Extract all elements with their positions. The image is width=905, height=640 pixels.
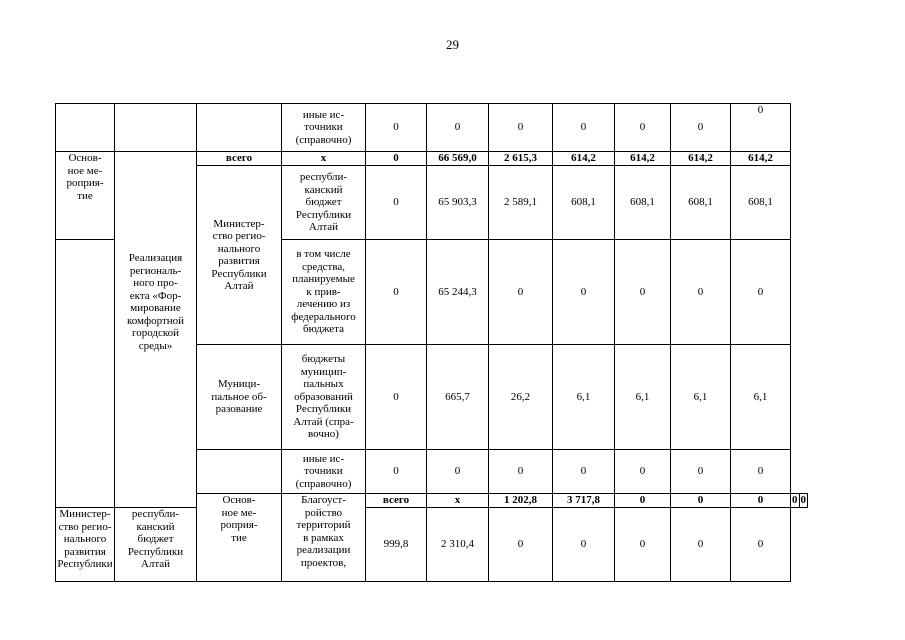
value-cell: 0 xyxy=(553,508,615,582)
value-cell: 0 xyxy=(427,450,489,494)
value-cell: 0 xyxy=(553,450,615,494)
value-cell: 0 xyxy=(615,104,671,152)
measure-cell xyxy=(56,104,115,152)
value-cell: 6,1 xyxy=(731,345,791,450)
total-value-cell: 614,2 xyxy=(553,152,615,166)
executor-cell xyxy=(197,104,282,152)
value-cell: 0 xyxy=(553,240,615,345)
value-cell: 0 xyxy=(489,104,553,152)
value-cell: 608,1 xyxy=(615,166,671,240)
project-name-cell: Благоуст- ройство территорий в рамках реализации проектов, xyxy=(282,494,366,582)
total-value-cell: 0 xyxy=(731,494,791,508)
funding-source-cell: иные ис- точники (справочно) xyxy=(282,104,366,152)
executor-cell xyxy=(197,450,282,494)
value-cell: 0 xyxy=(671,104,731,152)
value-cell: 0 xyxy=(671,450,731,494)
total-label-cell: всего xyxy=(197,152,282,166)
total-value-cell: 0 xyxy=(671,494,731,508)
funding-source-cell: в том числе средства, планируемые к прив- лечению из федерального бюджета xyxy=(282,240,366,345)
measure-cell: Основ- ное ме- роприя- тие xyxy=(56,152,115,240)
value-cell: 608,1 xyxy=(553,166,615,240)
value-cell: 0 xyxy=(489,450,553,494)
project-name-cell xyxy=(115,104,197,152)
total-value-cell: 614,2 xyxy=(731,152,791,166)
value-cell: 0 xyxy=(731,450,791,494)
value-cell: 0 xyxy=(366,166,427,240)
value-cell: 0 xyxy=(731,104,791,152)
funding-source-cell: бюджеты муницип- пальных образований Республики Алтай (спра- вочно) xyxy=(282,345,366,450)
executor-cell: Министер- ство регио- нального развития Республики xyxy=(56,508,115,582)
value-cell: 0 xyxy=(731,240,791,345)
value-cell: 0 xyxy=(489,508,553,582)
total-value-cell: 1 202,8 xyxy=(489,494,553,508)
value-cell: 0 xyxy=(671,240,731,345)
value-cell: 6,1 xyxy=(671,345,731,450)
value-cell: 0 xyxy=(553,104,615,152)
total-label-cell: всего xyxy=(366,494,427,508)
total-value-cell: 614,2 xyxy=(671,152,731,166)
total-value-cell: 0 xyxy=(792,494,798,507)
table-row xyxy=(56,104,808,152)
total-value-cell: 2 615,3 xyxy=(489,152,553,166)
value-cell: 0 xyxy=(671,508,731,582)
unit-cell: х xyxy=(427,494,489,508)
total-value-cell: 614,2 xyxy=(615,152,671,166)
funding-source-cell: иные ис- точники (справочно) xyxy=(282,450,366,494)
value-cell: 6,1 xyxy=(553,345,615,450)
total-value-cell: 0 xyxy=(615,494,671,508)
table-row xyxy=(56,152,808,166)
measure-cell xyxy=(56,240,115,508)
value-cell: 0 xyxy=(731,508,791,582)
executor-cell: Министер- ство регио- нального развития Республики Алтай xyxy=(197,166,282,345)
value-cell: 6,1 xyxy=(615,345,671,450)
total-value-cell: 0 xyxy=(366,152,427,166)
value-cell: 0 xyxy=(366,240,427,345)
funding-source-cell: республи- канский бюджет Республики Алтай xyxy=(282,166,366,240)
value-cell: 608,1 xyxy=(671,166,731,240)
project-name-cell: Реализация региональ- ного про- екта «Фор- мирование комфортной городской среды» xyxy=(115,152,197,508)
value-cell: 999,8 xyxy=(366,508,427,582)
value-cell: 665,7 xyxy=(427,345,489,450)
executor-cell: Муници- пальное об- разование xyxy=(197,345,282,450)
value-cell: 0 xyxy=(489,240,553,345)
value-cell: 0 xyxy=(615,508,671,582)
total-value-cell: 0 xyxy=(800,494,806,507)
value-cell: 2 310,4 xyxy=(427,508,489,582)
total-value-cell: 3 717,8 xyxy=(553,494,615,508)
value-cell: 0 xyxy=(366,345,427,450)
value-cell: 65 244,3 xyxy=(427,240,489,345)
table-row xyxy=(56,508,808,582)
value-cell: 608,1 xyxy=(731,166,791,240)
budget-table xyxy=(55,103,808,582)
page-number: 29 xyxy=(446,37,459,52)
total-value-cell: 66 569,0 xyxy=(427,152,489,166)
value-cell: 0 xyxy=(366,104,427,152)
funding-source-cell: республи- канский бюджет Республики Алтай xyxy=(115,508,197,582)
value-cell: 65 903,3 xyxy=(427,166,489,240)
value-cell: 0 xyxy=(615,450,671,494)
unit-cell: х xyxy=(282,152,366,166)
value-cell: 2 589,1 xyxy=(489,166,553,240)
value-cell: 0 xyxy=(615,240,671,345)
value-cell: 0 xyxy=(427,104,489,152)
value-cell: 0 xyxy=(366,450,427,494)
value-cell: 26,2 xyxy=(489,345,553,450)
measure-cell: Основ- ное ме- роприя- тие xyxy=(197,494,282,582)
